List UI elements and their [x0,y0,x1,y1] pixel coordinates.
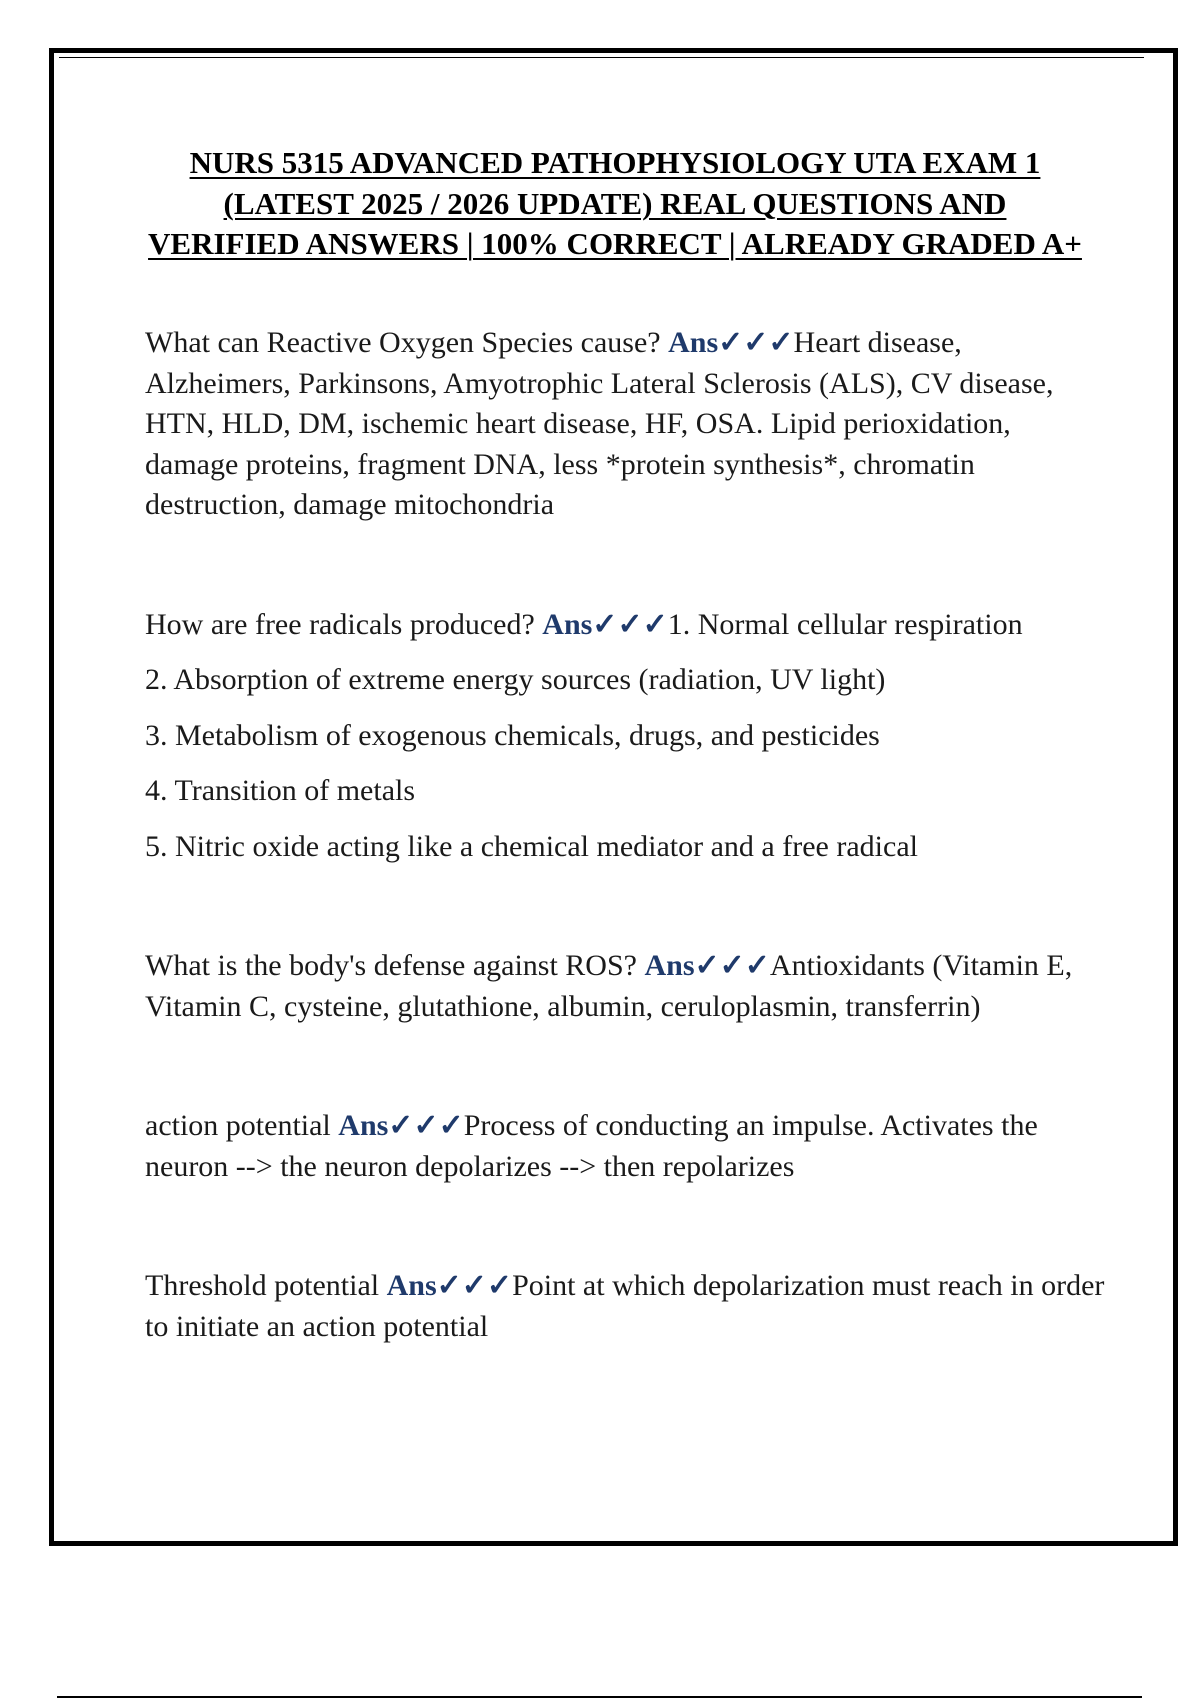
answer-text: Heart disease, Alzheimers, Parkinsons, Amyotrophic Lateral Sclerosis (ALS), CV disease, HTN, HLD, DM, ischemic heart disease, HF, OSA. Lipid perioxidation, damage proteins, fragment DNA, less *protein synthesis*, chromatin destruction, damage mitochondria [145,326,1054,521]
question-text: Threshold potential [145,1269,387,1302]
qa-item-ros-defense [145,946,1105,1027]
bottom-rule [57,1696,1142,1698]
question-text: What is the body's defense against ROS? [145,949,645,982]
list-item: 5. Nitric oxide acting like a chemical mediator and a free radical [145,829,918,863]
question-text: How are free radicals produced? [145,607,543,641]
list-item: 2. Absorption of extreme energy sources (radiation, UV light) [145,663,886,696]
qa-content [145,323,1105,1347]
answer-marker: Ans✓✓✓ [668,326,794,359]
question-text: action potential [145,1109,339,1142]
answer-marker: Ans✓✓✓ [338,1109,464,1142]
list-item: 4. Transition of metals [145,774,416,807]
answer-text: Process of conducting an impulse. Activates the neuron --> the neuron depolarizes --> then repolarizes [145,1109,1038,1183]
answer-marker: Ans✓✓✓ [644,949,770,982]
answer-text: 1. Normal cellular respiration [667,607,1023,641]
qa-item-ros-effects [145,323,1105,526]
answer-text: Point at which depolarization must reach in order to initiate an action potential [145,1269,1105,1343]
qa-item-threshold-potential [145,1266,1105,1347]
answer-marker: Ans✓✓✓ [386,1269,513,1302]
question-text: What can Reactive Oxygen Species cause? [145,326,669,359]
qa-item-free-radicals [145,605,1105,646]
answer-text: Antioxidants (Vitamin E, Vitamin C, cysteine, glutathione, albumin, ceruloplasmin, transferrin) [145,949,1073,1023]
answer-marker: Ans✓✓✓ [542,607,668,641]
list-item: 3. Metabolism of exogenous chemicals, drugs, and pesticides [145,718,880,752]
qa-item-action-potential [145,1106,1105,1187]
document-title: NURS 5315 ADVANCED PATHOPHYSIOLOGY UTA EXAM 1 (LATEST 2025 / 2026 UPDATE) REAL QUESTIONS AND VERIFIED ANSWERS | 100% CORRECT | ALREADY GRADED A+ [148,145,1082,261]
